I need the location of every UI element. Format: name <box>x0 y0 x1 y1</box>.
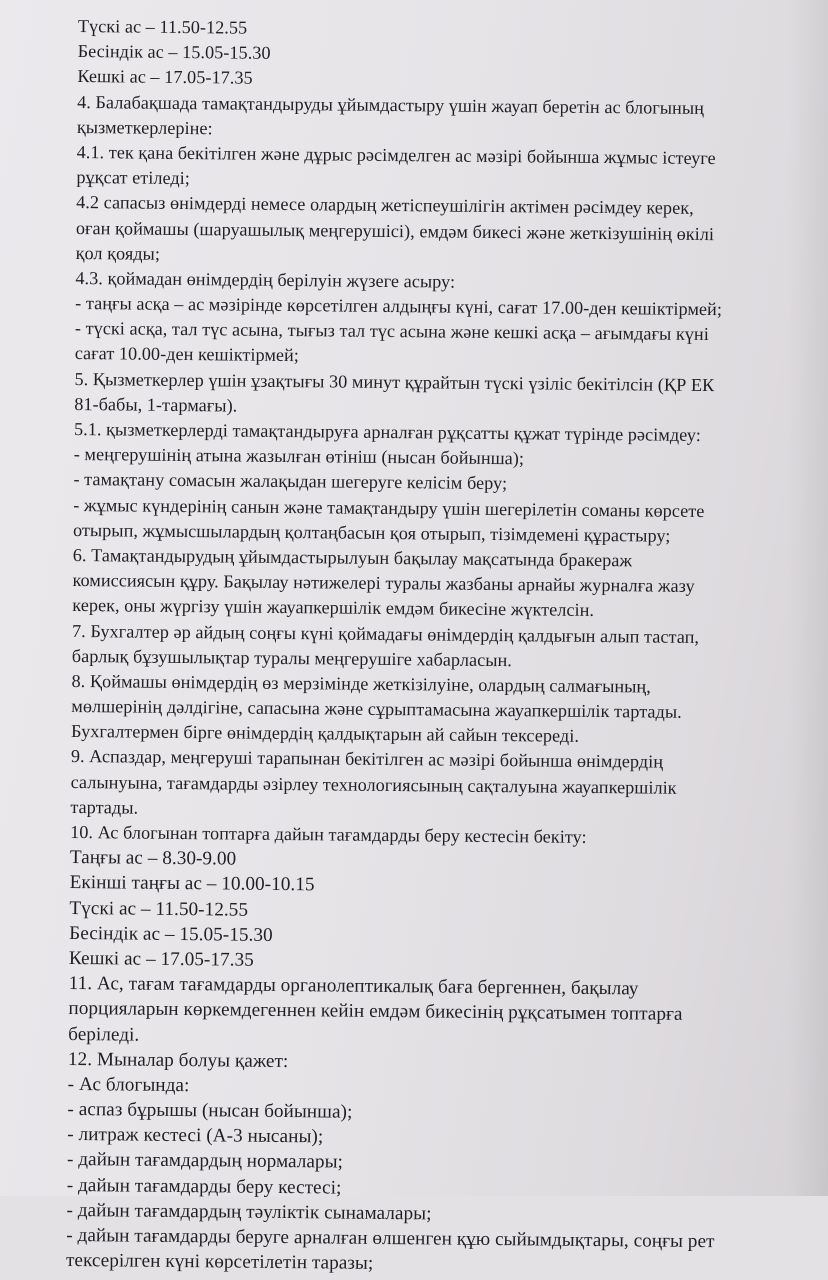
text-line: 4.3. қоймадан өнімдердің берілуін жүзеге асыру: <box>75 267 456 292</box>
text-line: - Ас блогында: <box>67 1073 190 1096</box>
text-line: 8. Қоймашы өнімдердің өз мерзімінде жеткізілуіне, олардың салмағының, <box>71 670 651 697</box>
text-line: 4.1. тек қана бекітілген және дұрыс рәсімделген ас мәзірі бойынша жұмыс істеуге <box>76 141 716 169</box>
text-line: - түскі асқа, тал түс асына, тығыз тал түс асына және кешкі асқа – ағымдағы күні <box>74 318 709 345</box>
text-line: 11. Ас, тағам тағамдарды органолептикалық баға бергеннен, бақылау <box>68 973 639 1000</box>
text-line: салынуына, тағамдарды әзірлеу технологиясының сақталуына жауапкершілік <box>70 771 677 798</box>
text-line: қызметкерлеріне: <box>76 116 213 139</box>
text-line: 9. Аспаздар, меңгеруші тарапынан бекітілген ас мәзірі бойынша өнімдердің <box>70 746 664 773</box>
text-line: рұқсат етіледі; <box>76 167 191 189</box>
text-line: тартады. <box>70 796 139 818</box>
text-line: беріледі. <box>68 1023 140 1046</box>
text-line: Таңғы ас – 8.30-9.00 <box>69 847 237 870</box>
text-line: порцияларын көркемдегеннен кейін емдәм бикесінің рұқсатымен топтарға <box>68 998 683 1026</box>
text-line: - жұмыс күндерінің санын және тамақтандыру үшін шегерілетін соманы көрсете <box>73 494 705 521</box>
text-line: Түскі ас – 11.50-12.55 <box>77 15 248 38</box>
text-line: 6. Тамақтандырудың ұйымдастырылуын бақылау мақсатында бракераж <box>72 544 633 571</box>
text-line: 12. Мыналар болуы қажет: <box>67 1048 289 1072</box>
text-line: - таңғы асқа – ас мәзірінде көрсетілген алдыңғы күні, сағат 17.00-ден кешіктірмей; <box>75 293 723 320</box>
text-line: Түскі ас – 11.50-12.55 <box>69 897 249 921</box>
text-line: отырып, жұмысшылардың қолтаңбасын қоя отырып, тізімдемені құрастыру; <box>72 519 671 546</box>
text-line: 7. Бухгалтер әр айдың соңғы күні қоймадағы өнімдердің қалдығын алып тастап, <box>71 620 700 647</box>
text-line: 10. Ас блогынан топтарға дайын тағамдарды беру кестесін бекіту: <box>70 821 587 847</box>
text-line: 4. Балабақшада тамақтандыруды ұйымдастыру үшін жауап беретін ас блогының <box>77 91 705 118</box>
text-line: Бесіндік ас – 15.05-15.30 <box>77 41 271 64</box>
text-line: барлық бұзушылықтар туралы меңгерушіге хабарласын. <box>71 645 513 670</box>
text-line: қол қояды; <box>75 242 161 264</box>
text-line: керек, оны жүргізу үшін жауапкершілік емдәм бикесіне жүктелсін. <box>72 595 595 621</box>
text-line: Бесіндік ас – 15.05-15.30 <box>69 922 273 946</box>
text-line: 5.1. қызметкерлерді тамақтандыруға арналған рұқсатты құжат түрінде рәсімдеу: <box>73 418 701 445</box>
text-line: - дайын тағамдардың тәуліктік сынамалары; <box>66 1199 432 1225</box>
text-line: 81-бабы, 1-тармағы). <box>74 393 238 416</box>
text-line: сағат 10.00-ден кешіктірмей; <box>74 343 300 366</box>
text-line: тексерілген күні көрсетілетін таразы; <box>65 1250 374 1275</box>
text-line: Бухгалтермен бірге өнімдердің қалдықтарын ай сайын тексереді. <box>71 721 580 747</box>
text-line: мөлшерінің дәлдігіне, сапасына және сұрыптамасына жауапкершілік тартады. <box>71 696 682 722</box>
text-line: 4.2 сапасыз өнімдерді немесе олардың жетіспеушілігін актімен рәсімдеу керек, <box>76 192 694 219</box>
text-line: - меңгерушінің атына жазылған өтініш (нысан бойынша); <box>73 444 525 469</box>
text-line: - аспаз бұрышы (нысан бойынша); <box>67 1099 353 1123</box>
text-line: - дайын тағамдардың нормалары; <box>66 1149 344 1174</box>
text-line: - дайын тағамдарды беруге арналған өлшенген құю сыйымдықтары, соңғы рет <box>66 1224 715 1253</box>
text-line: - дайын тағамдарды беру кестесі; <box>66 1174 342 1199</box>
text-line: Кешкі ас – 17.05-17.35 <box>77 66 253 89</box>
text-line: комиссиясын құру. Бақылау нәтижелері туралы жазбаны арнайы журналға жазу <box>72 570 695 597</box>
document-text <box>66 14 808 1280</box>
text-line: - тамақтану сомасын жалақыдан шегеруге келісім беру; <box>73 469 508 494</box>
text-line: Кешкі ас – 17.05-17.35 <box>68 947 254 971</box>
text-line: - литраж кестесі (А-3 нысаны); <box>67 1124 324 1148</box>
text-line: 5. Қызметкерлер үшін ұзақтығы 30 минут құрайтын түскі үзіліс бекітілсін (ҚР ЕК <box>74 368 715 395</box>
text-line: Екінші таңғы ас – 10.00-10.15 <box>69 872 315 896</box>
text-line: оған қоймашы (шаруашылық меңгерушісі), емдәм бикесі және жеткізушінің өкілі <box>75 217 715 244</box>
